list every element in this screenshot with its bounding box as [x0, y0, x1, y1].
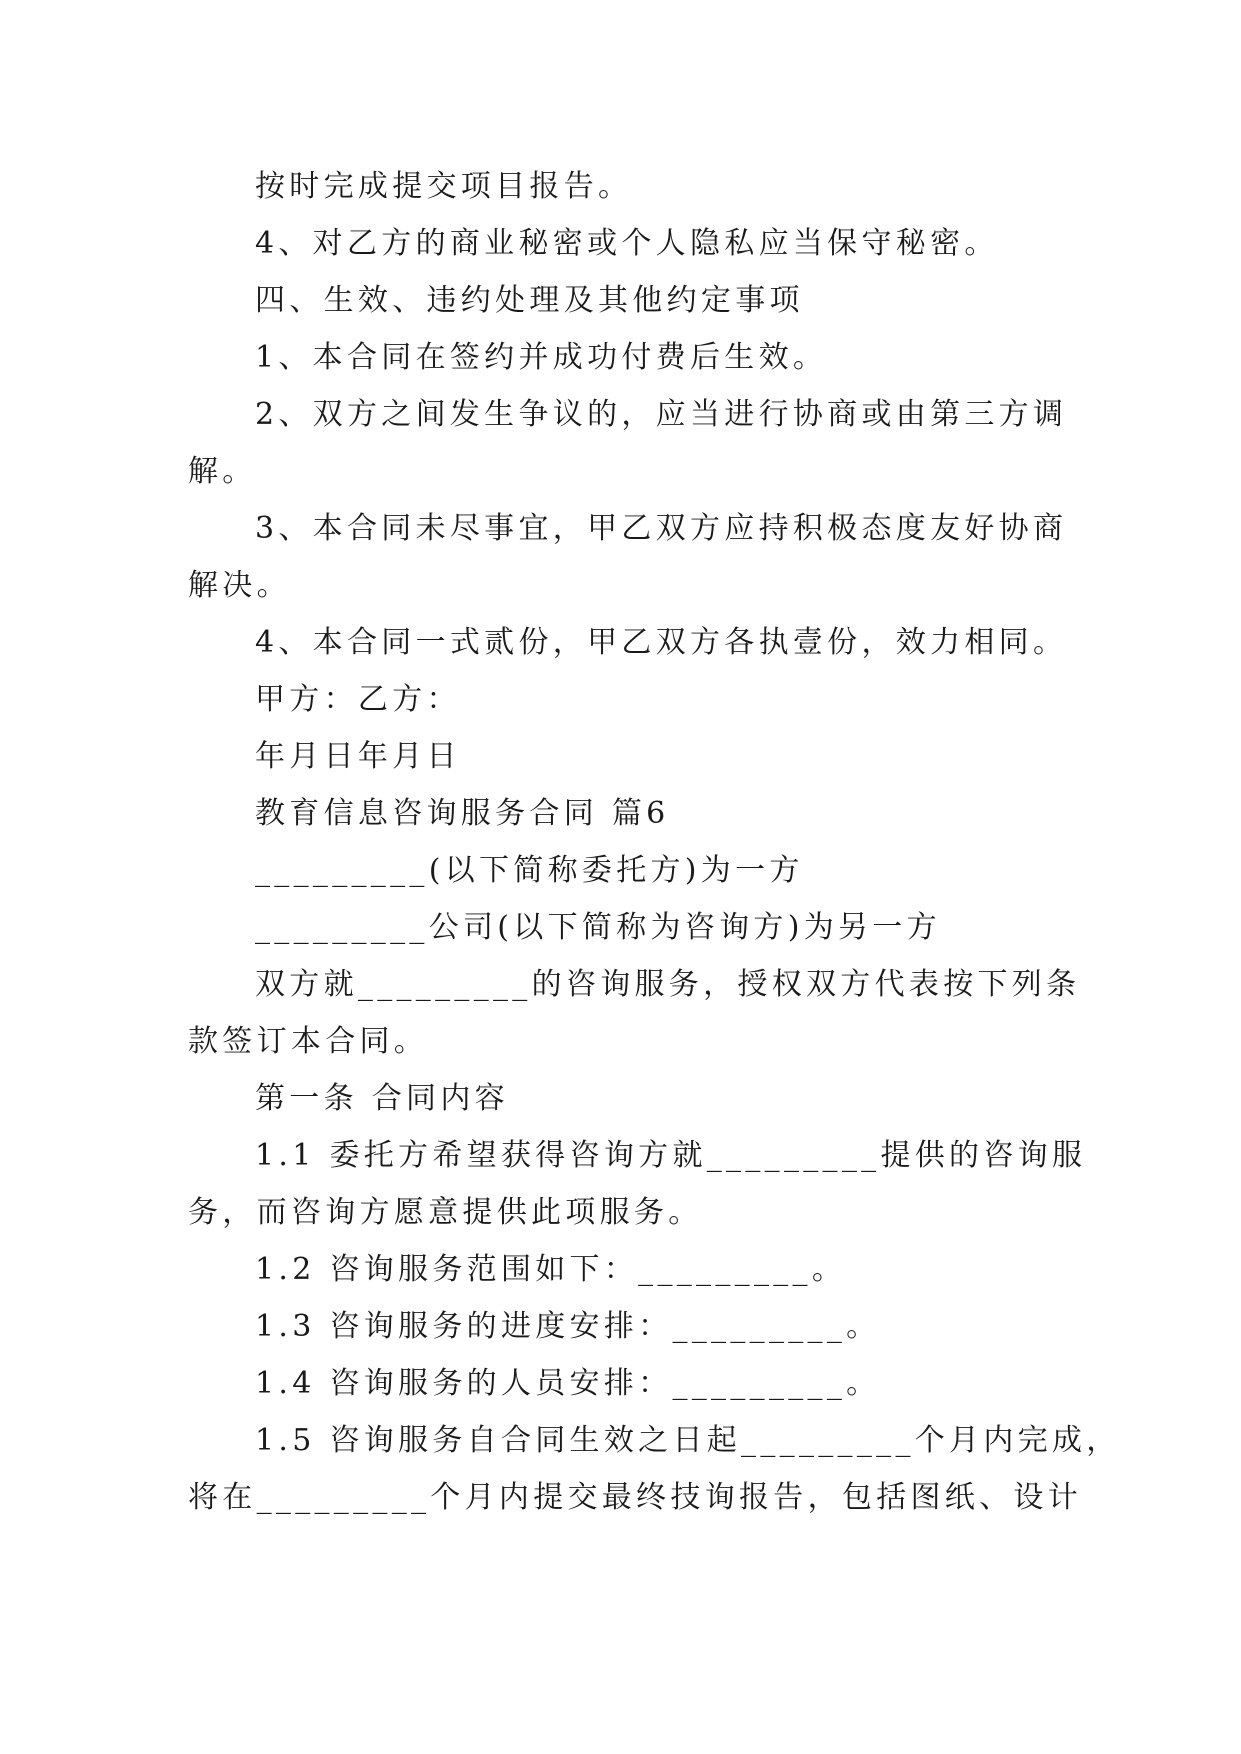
text-line: 2、双方之间发生争议的，应当进行协商或由第三方调 — [255, 397, 1068, 432]
text-line: 1、本合同在签约并成功付费后生效。 — [255, 340, 828, 375]
text-line: 解。 — [188, 454, 257, 489]
text-line: 解决。 — [188, 568, 291, 603]
signature-dates: 年月日年月日 — [255, 739, 461, 774]
text-line: 4、本合同一式贰份，甲乙双方各执壹份，效力相同。 — [255, 625, 1068, 660]
text-line: 将在_________个月内提交最终技询报告，包括图纸、设计 — [188, 1480, 1082, 1515]
text-line: 款签订本合同。 — [188, 1024, 429, 1059]
text-line: 1.4 咨询服务的人员安排：_________。 — [255, 1366, 881, 1401]
article-heading: 第一条 合同内容 — [255, 1081, 509, 1116]
text-line: _________公司(以下简称为咨询方)为另一方 — [255, 910, 941, 945]
text-line: 1.2 咨询服务范围如下：_________。 — [255, 1252, 847, 1287]
section-heading: 四、生效、违约处理及其他约定事项 — [255, 283, 804, 318]
signature-parties: 甲方：乙方： — [255, 682, 461, 717]
text-line: 1.1 委托方希望获得咨询方就_________提供的咨询服 — [255, 1138, 1087, 1173]
text-line: _________(以下简称委托方)为一方 — [255, 853, 804, 888]
text-line: 1.3 咨询服务的进度安排：_________。 — [255, 1309, 881, 1344]
text-line: 4、对乙方的商业秘密或个人隐私应当保守秘密。 — [255, 226, 999, 261]
document-title: 教育信息咨询服务合同 篇6 — [255, 796, 670, 831]
text-line: 3、本合同未尽事宜，甲乙双方应持积极态度友好协商 — [255, 511, 1068, 546]
text-line: 1.5 咨询服务自合同生效之日起_________个月内完成， — [255, 1423, 1121, 1458]
text-line: 务，而咨询方愿意提供此项服务。 — [188, 1195, 703, 1230]
text-line: 双方就_________的咨询服务，授权双方代表按下列条 — [255, 967, 1081, 1002]
text-line: 按时完成提交项目报告。 — [255, 169, 633, 204]
